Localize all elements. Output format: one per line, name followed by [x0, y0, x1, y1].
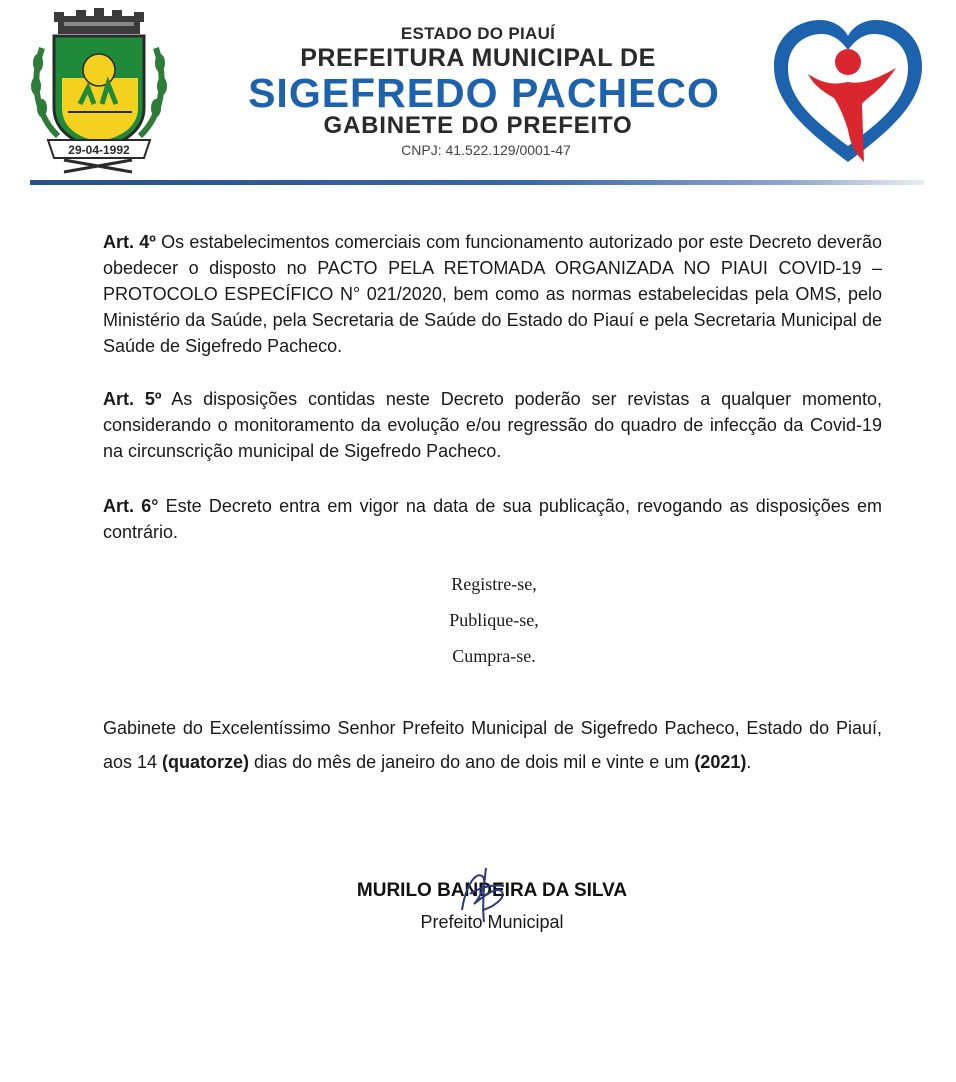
closing-register: Registre-se,	[451, 574, 537, 594]
header-divider	[30, 180, 924, 185]
article-6-label: Art. 6°	[103, 496, 159, 516]
final-paragraph	[103, 711, 882, 779]
article-5-text: As disposições contidas neste Decreto poderão ser revistas a qualquer momento, considerando o monitoramento da evolução e/ou regressão do quadro de infecção da Covid-19 na circunscrição municipal de Sigefredo Pacheco.	[103, 389, 883, 461]
office-title: GABINETE DO PREFEITO	[323, 112, 633, 139]
letterhead	[0, 0, 956, 190]
handwritten-signature-icon	[452, 864, 512, 924]
final-text-3: .	[746, 752, 752, 772]
final-bold-year: (2021)	[694, 752, 747, 772]
article-5	[103, 386, 882, 464]
heart-logo-icon	[768, 12, 928, 172]
city-name: SIGEFREDO PACHECO	[248, 70, 720, 116]
signatory-role: Prefeito Municipal	[420, 912, 564, 932]
state-name: ESTADO DO PIAUÍ	[400, 24, 556, 43]
closing-comply: Cumpra-se.	[452, 646, 536, 666]
cnpj: CNPJ: 41.522.129/0001-47	[401, 142, 571, 158]
svg-text:29-04-1992: 29-04-1992	[68, 143, 130, 157]
article-5-label: Art. 5º	[103, 389, 162, 409]
final-text-1: Gabinete do Excelentíssimo Senhor Prefeito Municipal de Sigefredo Pacheco, Estado do Piauí, aos 14	[103, 718, 882, 772]
prefecture-title: PREFEITURA MUNICIPAL DE	[300, 44, 656, 72]
closing-publish: Publique-se,	[449, 610, 539, 630]
article-6	[103, 493, 882, 545]
article-6-text: Este Decreto entra em vigor na data de sua publicação, revogando as disposições em contrário.	[103, 496, 882, 542]
article-4-text: Os estabelecimentos comerciais com funcionamento autorizado por este Decreto deverão obedecer o disposto no PACTO PELA RETOMADA ORGANIZADA NO PIAUI COVID-19 – PROTOCOLO ESPECÍFICO N° 021/2020, bem como as normas estabelecidas pela OMS, pelo Ministério da Saúde, pela Secretaria de Saúde do Estado do Piauí e pela Secretaria Municipal de Saúde de Sigefredo Pacheco.	[103, 232, 882, 356]
article-4-label: Art. 4º	[103, 232, 156, 252]
final-bold-day: (quatorze)	[162, 752, 250, 772]
article-4	[103, 229, 882, 359]
final-text-2: dias do mês de janeiro do ano de dois mil e vinte e um	[249, 752, 695, 772]
signatory-name: MURILO BANDEIRA DA SILVA	[356, 880, 628, 901]
